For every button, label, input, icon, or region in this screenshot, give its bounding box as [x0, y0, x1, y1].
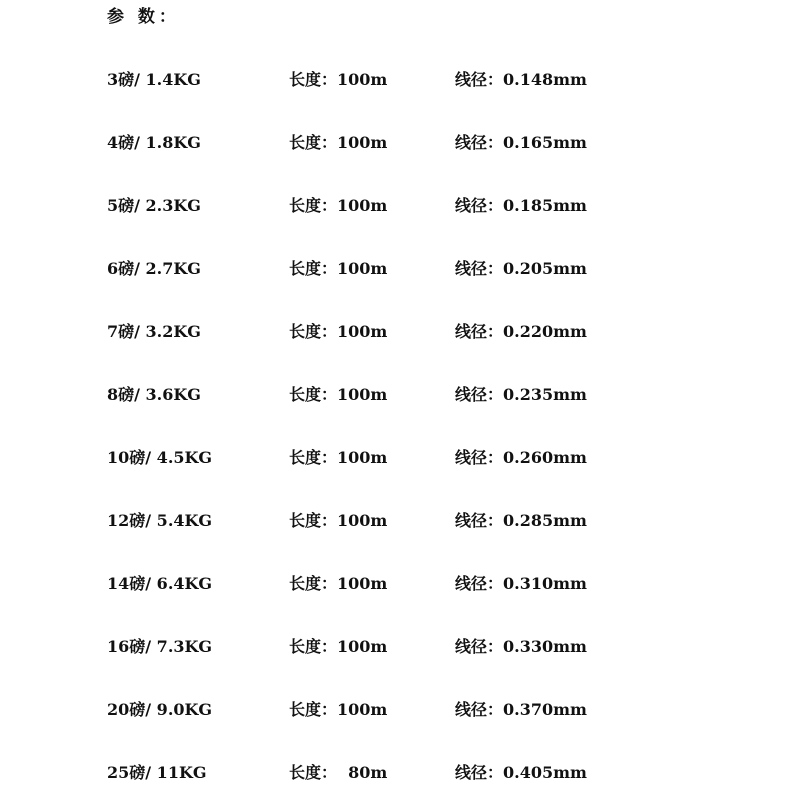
line-diameter: 线径：0.310mm — [455, 574, 587, 593]
weight-rating: 25磅/ 11KG — [107, 763, 207, 782]
spec-row — [0, 572, 800, 596]
line-diameter: 线径：0.285mm — [455, 511, 587, 530]
weight-rating: 5磅/ 2.3KG — [107, 196, 201, 215]
weight-rating: 20磅/ 9.0KG — [107, 700, 213, 719]
line-length: 长度：100m — [289, 574, 388, 593]
line-diameter: 线径：0.165mm — [455, 133, 587, 152]
line-diameter: 线径：0.148mm — [455, 70, 587, 89]
spec-title: 参 数： — [107, 7, 180, 27]
line-length: 长度：100m — [289, 385, 388, 404]
line-length: 长度：100m — [289, 700, 388, 719]
line-length: 长度：100m — [289, 196, 388, 215]
line-length: 长度：100m — [289, 511, 388, 530]
weight-rating: 8磅/ 3.6KG — [107, 385, 201, 404]
line-diameter: 线径：0.330mm — [455, 637, 587, 656]
weight-rating: 7磅/ 3.2KG — [107, 322, 201, 341]
line-length: 长度：100m — [289, 133, 388, 152]
line-length: 长度：100m — [289, 448, 388, 467]
line-diameter: 线径：0.405mm — [455, 763, 587, 782]
weight-rating: 3磅/ 1.4KG — [107, 70, 201, 89]
spec-row — [0, 446, 800, 470]
spec-row — [0, 194, 800, 218]
spec-row — [0, 698, 800, 722]
weight-rating: 14磅/ 6.4KG — [107, 574, 213, 593]
weight-rating: 10磅/ 4.5KG — [107, 448, 213, 467]
line-diameter: 线径：0.370mm — [455, 700, 587, 719]
weight-rating: 12磅/ 5.4KG — [107, 511, 213, 530]
line-length: 长度：100m — [289, 259, 388, 278]
weight-rating: 4磅/ 1.8KG — [107, 133, 201, 152]
line-diameter: 线径：0.185mm — [455, 196, 587, 215]
line-length: 长度：100m — [289, 637, 388, 656]
weight-rating: 6磅/ 2.7KG — [107, 259, 201, 278]
line-length: 长度： 80m — [289, 763, 388, 782]
line-diameter: 线径：0.235mm — [455, 385, 587, 404]
line-diameter: 线径：0.205mm — [455, 259, 587, 278]
weight-rating: 16磅/ 7.3KG — [107, 637, 213, 656]
spec-row — [0, 320, 800, 344]
spec-row — [0, 257, 800, 281]
line-length: 长度：100m — [289, 70, 388, 89]
spec-row — [0, 635, 800, 659]
spec-row — [0, 761, 800, 785]
line-diameter: 线径：0.220mm — [455, 322, 587, 341]
spec-row — [0, 131, 800, 155]
spec-row — [0, 509, 800, 533]
spec-row — [0, 383, 800, 407]
line-length: 长度：100m — [289, 322, 388, 341]
line-diameter: 线径：0.260mm — [455, 448, 587, 467]
spec-row — [0, 68, 800, 92]
